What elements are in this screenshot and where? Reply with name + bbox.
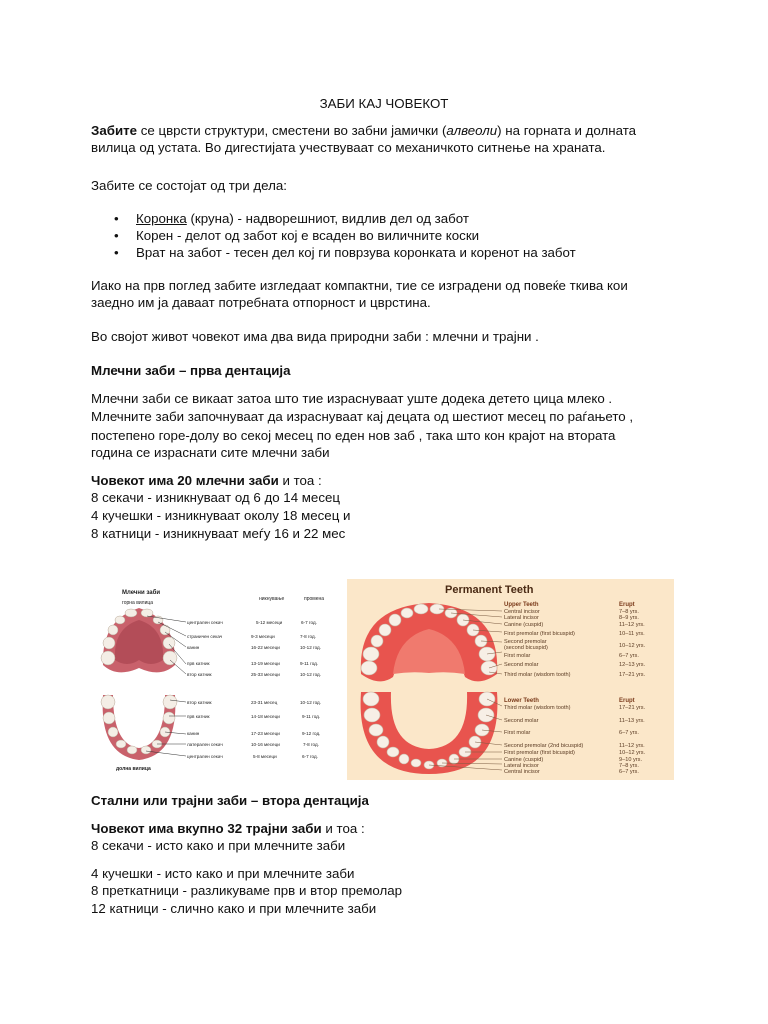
table-cell: Second molar <box>504 662 539 668</box>
milk-list-item: 4 кучешки - изникнуваат околу 18 месец и <box>91 508 351 523</box>
milk-figure-title: Млечни заби <box>122 590 161 596</box>
milk-para-line: Млечните заби започнуваат да израснуваат кај децата од шестиот месец по раѓањето , <box>91 409 634 424</box>
table-cell: 5-12 месеци <box>256 620 283 625</box>
table-cell: 11–13 yrs. <box>619 718 645 724</box>
intro-italic-term: алвеоли <box>446 123 498 138</box>
milk-figure-col-erupt: никнување <box>259 596 285 602</box>
table-cell: 9-3 месеци <box>251 634 275 639</box>
milk-para-line: Млечни заби се викаат затоа што тие израснуваат уште додека детето цица млеко . <box>91 391 613 406</box>
intro-line-2: вилица од устата. Во дигестијата учествуваат со механичкото ситнење на храната. <box>91 140 606 155</box>
part-text: Врат на забот - тесен дел кој ги поврзува коронката и коренот на забот <box>136 245 576 260</box>
list-item <box>112 227 576 244</box>
milk-heading-text: Млечни заби – прва дентација <box>91 363 291 378</box>
table-cell: 5-8 месеци <box>253 754 277 759</box>
list-item <box>112 244 576 261</box>
milk-count-rest: и тоа : <box>278 473 322 488</box>
table-cell: 6–7 yrs. <box>619 730 639 736</box>
table-cell: First molar <box>504 653 531 659</box>
perm-list-item: 8 секачи - исто како и при млечните заби <box>91 838 346 853</box>
table-cell: Canine (cuspid) <box>504 757 544 763</box>
perm-count-rest: и тоа : <box>321 821 365 836</box>
milk-para-line: година се израснати сите млечни заби <box>91 445 330 460</box>
milk-heading <box>91 362 681 379</box>
milk-list-item: 8 катници - изникнуваат меѓу 16 и 22 мес <box>91 526 346 541</box>
part-text: (круна) - надворешниот, видлив дел од забот <box>186 211 469 226</box>
table-cell: прв катник <box>187 661 210 666</box>
table-cell: 6-7 год. <box>302 754 318 759</box>
perm-upper-head: Upper Teeth <box>504 602 539 608</box>
table-cell: 7–8 yrs. <box>619 609 639 615</box>
table-cell: (second bicuspid) <box>504 645 548 651</box>
table-cell: прв катник <box>187 714 210 719</box>
table-cell: Third molar (wisdom tooth) <box>504 705 571 711</box>
part-term-underlined: Коронка <box>136 211 187 226</box>
perm-lower-head: Lower Teeth <box>504 698 539 704</box>
table-cell: Second molar <box>504 718 539 724</box>
table-cell: втор катник <box>187 672 212 677</box>
table-cell: 10-12 год. <box>300 645 322 650</box>
table-cell: Second premolar (2nd bicuspid) <box>504 743 584 749</box>
milk-count-bold: Човекот има 20 млечни заби <box>91 473 279 488</box>
document-title: ЗАБИ КАЈ ЧОВЕКОТ <box>319 96 449 111</box>
table-cell: Central incisor <box>504 609 540 615</box>
milk-para-line: постепено горе-долу во секој месец по еден нов заб , така што кон крајот на втората <box>91 428 616 443</box>
perm-list-item: 4 кучешки - исто како и при млечните заби <box>91 866 355 881</box>
table-cell: First molar <box>504 730 531 736</box>
permanent-teeth-figure <box>347 579 674 780</box>
table-cell: 6–7 yrs. <box>619 653 639 659</box>
table-cell: 6-7 год. <box>301 620 317 625</box>
tissue-line-2: заедно им ја даваат потребната отпорност и цврстина. <box>91 295 431 310</box>
table-cell: канин <box>187 645 200 650</box>
perm-list-item: 8 преткатници - разликуваме прв и втор премолар <box>91 883 403 898</box>
intro-line-1 <box>91 122 681 139</box>
table-cell: 17–21 yrs. <box>619 705 646 711</box>
table-cell: втор катник <box>187 700 212 705</box>
intro-text-end: ) на горната и долната <box>497 123 637 138</box>
table-cell: 16-22 месеци <box>251 645 280 650</box>
table-cell: канин <box>187 731 200 736</box>
table-cell: 10–12 yrs. <box>619 750 646 756</box>
table-cell: Canine (cuspid) <box>504 622 544 628</box>
milk-list-item: 8 секачи - изникнуваат од 6 до 14 месец <box>91 490 340 505</box>
tissue-line-1: Иако на прв поглед забите изгледаат компактни, тие се изградени од повеќе ткива кои <box>91 278 628 293</box>
table-cell: Central incisor <box>504 769 540 775</box>
milk-count-line <box>91 472 681 489</box>
perm-erupt-head-upper: Erupt <box>619 602 635 608</box>
table-cell: 10–11 yrs. <box>619 631 645 637</box>
table-cell: Second premolar <box>504 639 547 645</box>
table-cell: 8–9 yrs. <box>619 615 639 621</box>
perm-list-item: 12 катници - слично како и при млечните заби <box>91 901 377 916</box>
perm-figure-title: Permanent Teeth <box>445 584 534 596</box>
list-item <box>112 210 576 227</box>
perm-heading-text: Стални или трајни заби – втора дентација <box>91 793 369 808</box>
table-cell: 23-31 месец <box>251 700 278 705</box>
table-cell: централен секач <box>187 620 223 625</box>
two-types-text: Во својот живот човекот има два вида природни заби : млечни и трајни . <box>91 329 539 344</box>
table-cell: Lateral incisor <box>504 615 539 621</box>
table-cell: 10-12 год. <box>300 672 322 677</box>
intro-bold-term: Забите <box>91 123 138 138</box>
parts-intro: Забите се состојат од три дела: <box>91 178 287 193</box>
part-text: Корен - делот од забот кој е всаден во виличните коски <box>136 228 480 243</box>
table-cell: 9-12 год. <box>302 731 321 736</box>
table-cell: 25-33 месеци <box>251 672 280 677</box>
table-cell: 11–12 yrs. <box>619 622 645 628</box>
table-cell: 9-11 год. <box>302 714 321 719</box>
perm-count-bold: Човекот има вкупно 32 трајни заби <box>91 821 322 836</box>
intro-text: се цврсти структури, сместени во забни јамички ( <box>137 123 447 138</box>
table-cell: 11–12 yrs. <box>619 743 645 749</box>
milk-figure-lower-label: долна вилица <box>116 766 151 772</box>
perm-count-line <box>91 820 681 837</box>
parts-list <box>112 210 576 261</box>
table-cell: 12–13 yrs. <box>619 662 646 668</box>
table-cell: страничен секач <box>187 634 223 639</box>
perm-heading <box>91 792 681 809</box>
table-cell: First premolar (first bicuspid) <box>504 750 575 756</box>
table-cell: 9-11 год. <box>300 661 319 666</box>
table-cell: 6–7 yrs. <box>619 769 639 775</box>
table-cell: 13-19 месеци <box>251 661 280 666</box>
table-cell: латерален секач <box>187 742 223 747</box>
table-cell: централен секач <box>187 754 223 759</box>
table-cell: 7-8 год. <box>303 742 319 747</box>
milk-figure-col-shed: промена <box>304 596 325 602</box>
perm-erupt-head-lower: Erupt <box>619 698 635 704</box>
milk-teeth-figure <box>91 580 331 780</box>
milk-figure-upper-label: горна вилица <box>122 600 154 606</box>
table-cell: 10-12 год. <box>300 700 322 705</box>
table-cell: 10-16 месеци <box>251 742 280 747</box>
table-cell: 17-23 месеци <box>251 731 280 736</box>
table-cell: 10–12 yrs. <box>619 643 646 649</box>
table-cell: 17–21 yrs. <box>619 672 646 678</box>
table-cell: First premolar (first bicuspid) <box>504 631 575 637</box>
table-cell: 14-18 месеци <box>251 714 280 719</box>
table-cell: 7-8 год. <box>300 634 316 639</box>
table-cell: 9–10 yrs. <box>619 757 643 763</box>
table-cell: Third molar (wisdom tooth) <box>504 672 571 678</box>
table-cell: Lateral incisor <box>504 763 539 769</box>
table-cell: 7–8 yrs. <box>619 763 639 769</box>
